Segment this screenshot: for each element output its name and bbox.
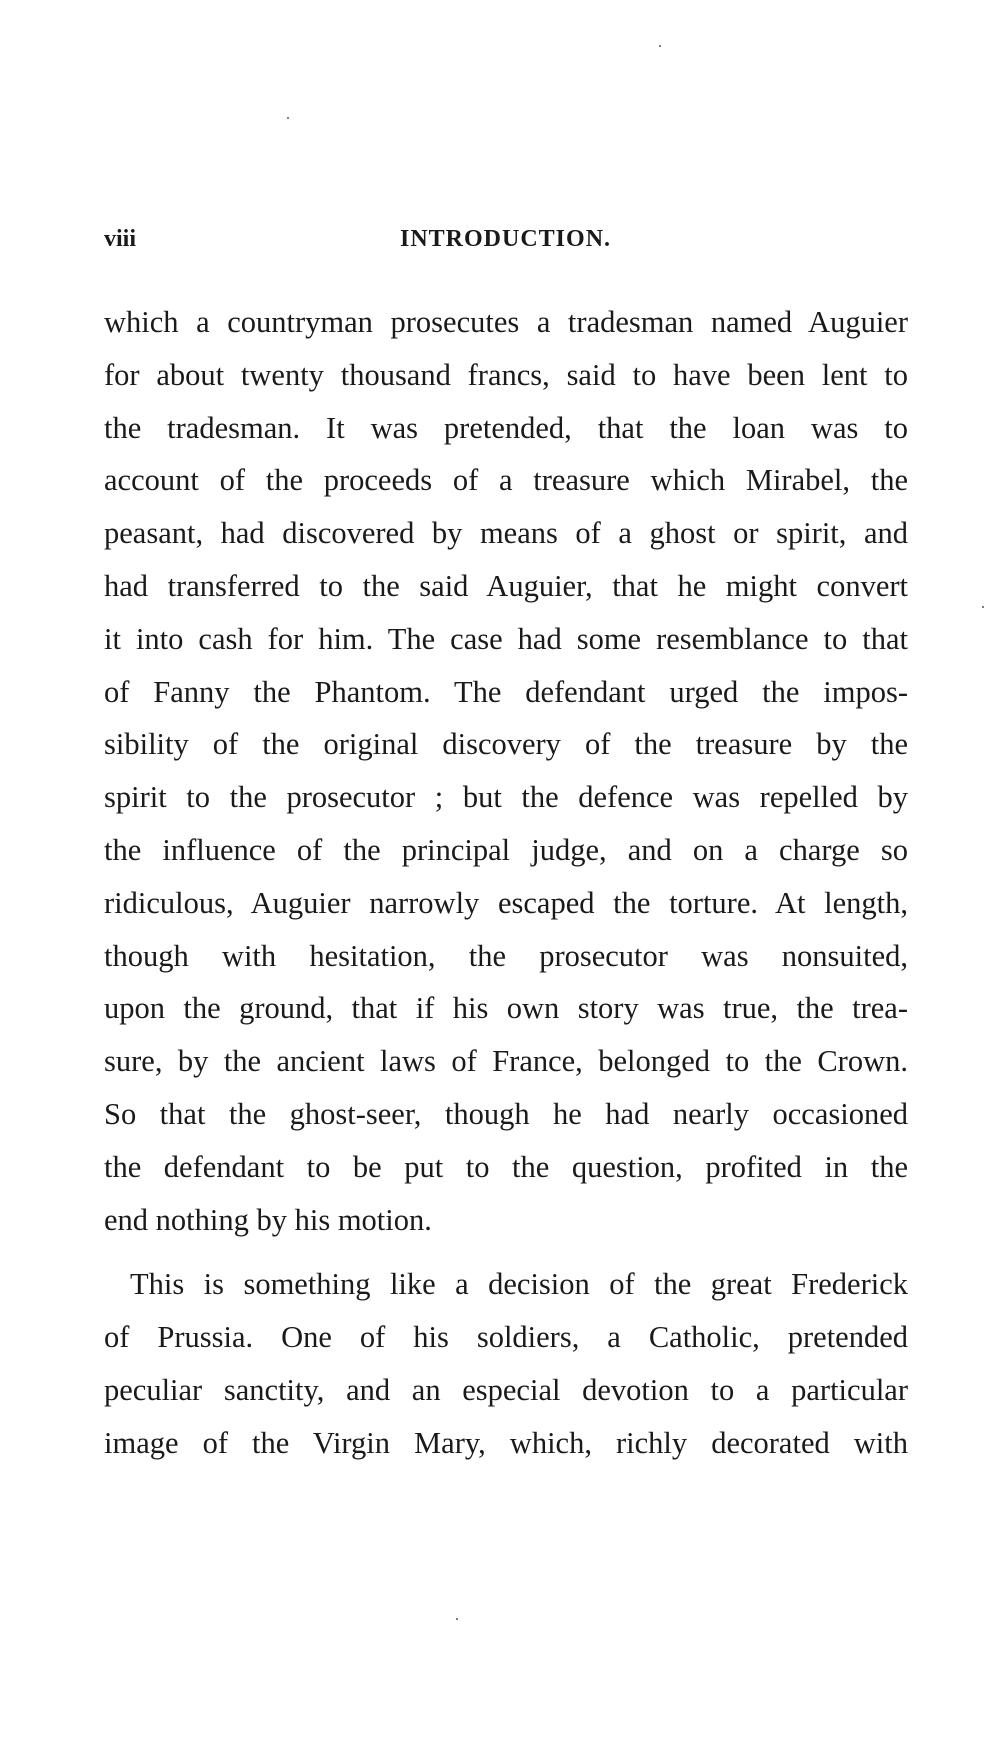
text-line: it into cash for him. The case had some resemblance to that bbox=[104, 621, 908, 656]
ink-speck bbox=[287, 117, 289, 119]
text-line: spirit to the prosecutor ; but the defence was repelled by bbox=[104, 780, 908, 815]
paragraph-gap bbox=[104, 1246, 908, 1258]
text-line: of Prussia. One of his soldiers, a Catholic, pretended bbox=[104, 1320, 908, 1355]
ink-speck bbox=[456, 1618, 458, 1620]
text-line: ridiculous, Auguier narrowly escaped the torture. At length, bbox=[104, 885, 908, 920]
text-line: peculiar sanctity, and an especial devotion to a particular bbox=[104, 1372, 908, 1407]
text-line: sure, by the ancient laws of France, belonged to the Crown. bbox=[104, 1044, 908, 1079]
text-line: This is something like a decision of the great Frederick bbox=[130, 1267, 908, 1302]
text-line: the influence of the principal judge, and on a charge so bbox=[104, 832, 908, 867]
paragraph bbox=[104, 296, 908, 1246]
text-line: the defendant to be put to the question, profited in the bbox=[104, 1149, 908, 1184]
text-line: peasant, had discovered by means of a ghost or spirit, and bbox=[104, 516, 908, 551]
text-line: the tradesman. It was pretended, that the loan was to bbox=[104, 410, 908, 445]
text-line: of Fanny the Phantom. The defendant urged the impos- bbox=[104, 674, 908, 709]
text-line: though with hesitation, the prosecutor was nonsuited, bbox=[104, 938, 908, 973]
text-line: upon the ground, that if his own story was true, the trea- bbox=[104, 991, 908, 1026]
running-head bbox=[104, 226, 904, 266]
ink-speck bbox=[982, 606, 984, 608]
text-line: sibility of the original discovery of the treasure by the bbox=[104, 727, 908, 762]
paragraph bbox=[104, 1258, 908, 1469]
running-title: INTRODUCTION. bbox=[400, 226, 612, 252]
text-line: for about twenty thousand francs, said to have been lent to bbox=[104, 357, 908, 392]
text-line: had transferred to the said Auguier, that he might convert bbox=[104, 568, 908, 603]
text-line: end nothing by his motion. bbox=[104, 1202, 432, 1237]
text-line: So that the ghost-seer, though he had nearly occasioned bbox=[104, 1096, 908, 1131]
page-number: viii bbox=[104, 226, 137, 252]
text-line: which a countryman prosecutes a tradesman named Auguier bbox=[104, 305, 908, 339]
ink-speck bbox=[659, 45, 661, 47]
body-text bbox=[104, 296, 908, 1470]
text-line: account of the proceeds of a treasure which Mirabel, the bbox=[104, 463, 908, 498]
text-line: image of the Virgin Mary, which, richly decorated with bbox=[104, 1425, 908, 1460]
